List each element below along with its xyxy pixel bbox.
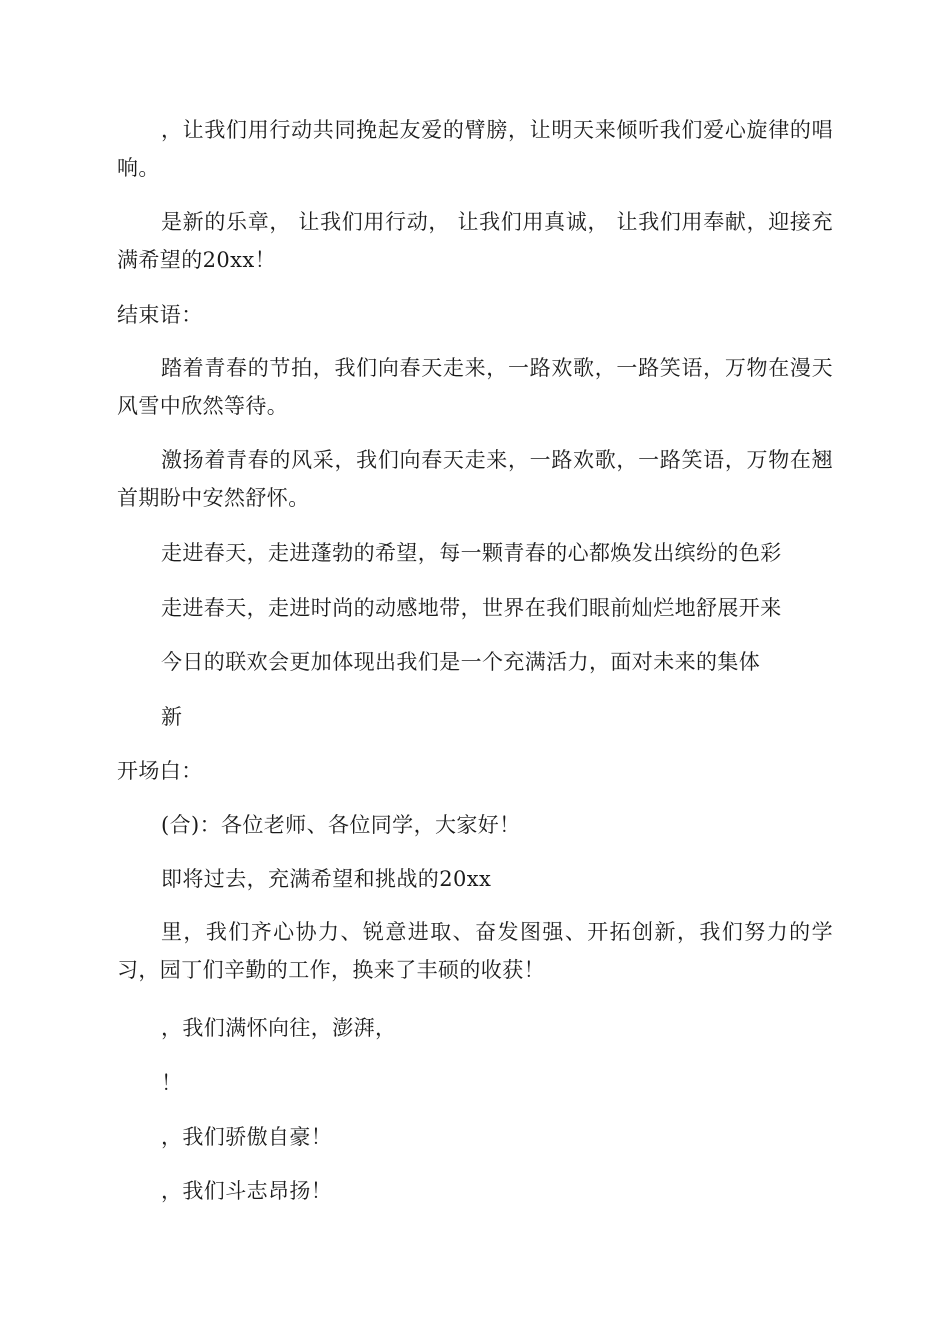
heading-closing: 结束语： (117, 303, 203, 327)
heading-opening: 开场白： (117, 759, 203, 783)
paragraph-greeting: (合)：各位老师、各位同学，大家好！ (161, 813, 521, 837)
paragraph-longing: ，我们满怀向往，澎湃， (161, 1016, 397, 1040)
paragraph-spirit: ，我们斗志昂扬！ (161, 1179, 333, 1203)
paragraph-exclaim: ！ (161, 1071, 183, 1095)
paragraph-passing-year: 即将过去，充满希望和挑战的20xx (161, 867, 492, 891)
paragraph-new: 新 (161, 705, 183, 729)
paragraph-new-chapter: 是新的乐章， 让我们用行动， 让我们用真诚， 让我们用奉献，迎接充满希望的20xx！ (117, 210, 833, 272)
paragraph-spring-hope: 走进春天，走进蓬勃的希望，每一颗青春的心都焕发出缤纷的色彩 (161, 541, 782, 565)
paragraph-spring-fashion: 走进春天，走进时尚的动感地带，世界在我们眼前灿烂地舒展开来 (161, 596, 782, 620)
paragraph-proud: ，我们骄傲自豪！ (161, 1125, 333, 1149)
paragraph-party-vitality: 今日的联欢会更加体现出我们是一个充满活力，面对未来的集体 (161, 650, 761, 674)
paragraph-youth-rhythm: 踏着青春的节拍，我们向春天走来，一路欢歌，一路笑语，万物在漫天风雪中欣然等待。 (117, 356, 833, 418)
paragraph-action-friendship: ，让我们用行动共同挽起友爱的臂膀，让明天来倾听我们爱心旋律的唱响。 (117, 118, 833, 180)
paragraph-youth-style: 激扬着青春的风采，我们向春天走来，一路欢歌，一路笑语，万物在翘首期盼中安然舒怀。 (117, 448, 833, 510)
paragraph-achievements: 里，我们齐心协力、锐意进取、奋发图强、开拓创新，我们努力的学习，园丁们辛勤的工作，换来了丰硕的收获！ (117, 920, 833, 982)
